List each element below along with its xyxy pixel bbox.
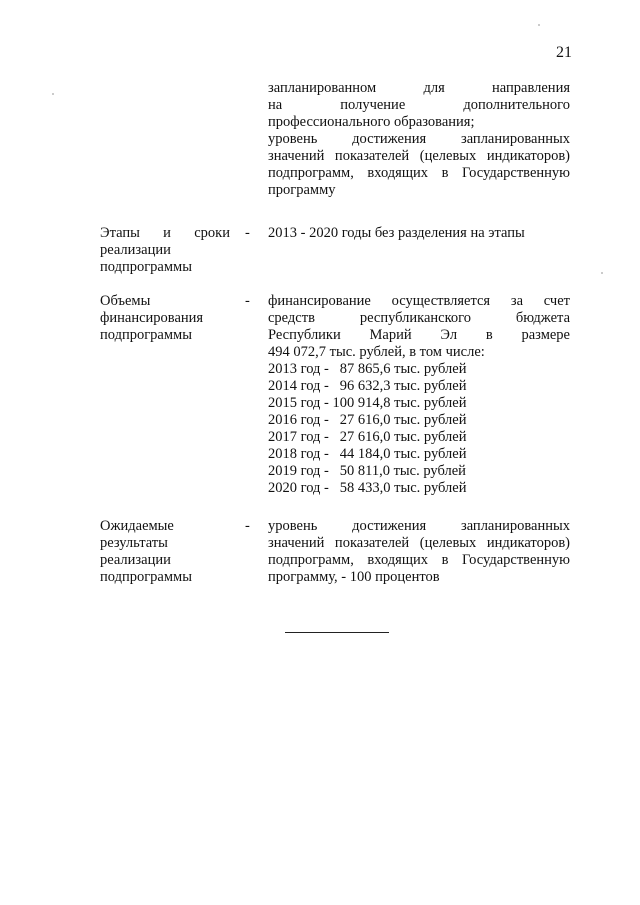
year-amount-line: 2015 год - 100 914,8 тыс. рублей	[268, 395, 467, 411]
label-line: результаты	[100, 535, 168, 551]
year-amount-line: 2020 год - 58 433,0 тыс. рублей	[268, 480, 467, 496]
year-amount-line: 2018 год - 44 184,0 тыс. рублей	[268, 446, 467, 462]
stages-value	[268, 225, 570, 242]
scan-speck	[601, 272, 603, 274]
value-line: уровень достижения запланированных	[268, 518, 570, 534]
continuation-line: на получение дополнительного	[268, 97, 570, 113]
label-line: подпрограммы	[100, 259, 192, 275]
continuation-line: значений показателей (целевых индикаторов)	[268, 148, 570, 164]
label-line: Ожидаемые	[100, 518, 174, 534]
year-amount-line: 2014 год - 96 632,3 тыс. рублей	[268, 378, 467, 394]
results-value	[268, 518, 570, 586]
funding-label	[100, 293, 230, 344]
page-number: 21	[556, 44, 572, 61]
funding-value	[268, 293, 570, 497]
year-amount-line: 2017 год - 27 616,0 тыс. рублей	[268, 429, 467, 445]
value-line: финансирование осуществляется за счет	[268, 293, 570, 309]
value-line: подпрограмм, входящих в Государственную	[268, 552, 570, 568]
label-line: реализации	[100, 242, 171, 258]
continuation-line: программу	[268, 182, 336, 198]
continuation-line: подпрограмм, входящих в Государственную	[268, 165, 570, 181]
label-line: подпрограммы	[100, 327, 192, 343]
value-line: значений показателей (целевых индикаторов)	[268, 535, 570, 551]
row-dash: -	[245, 225, 250, 241]
scan-speck	[52, 93, 54, 95]
label-line: подпрограммы	[100, 569, 192, 585]
value-line: 494 072,7 тыс. рублей, в том числе:	[268, 344, 485, 360]
continuation-text	[268, 80, 570, 199]
label-line: Этапы и сроки	[100, 225, 230, 241]
value-line: Республики Марий Эл в размере	[268, 327, 570, 343]
label-line: Объемы	[100, 293, 151, 309]
row-dash: -	[245, 293, 250, 309]
stages-label	[100, 225, 230, 276]
value-line: программу, - 100 процентов	[268, 569, 440, 585]
label-line: реализации	[100, 552, 171, 568]
continuation-line: запланированном для направления	[268, 80, 570, 96]
end-divider	[285, 632, 389, 633]
continuation-line: уровень достижения запланированных	[268, 131, 570, 147]
year-amount-line: 2013 год - 87 865,6 тыс. рублей	[268, 361, 467, 377]
results-label	[100, 518, 230, 586]
label-line: финансирования	[100, 310, 204, 326]
row-dash: -	[245, 518, 250, 534]
continuation-line: профессионального образования;	[268, 114, 475, 130]
scan-speck	[538, 24, 540, 26]
year-amount-line: 2016 год - 27 616,0 тыс. рублей	[268, 412, 467, 428]
value-line: средств республиканского бюджета	[268, 310, 570, 326]
value-line: 2013 - 2020 годы без разделения на этапы	[268, 225, 525, 241]
year-amount-line: 2019 год - 50 811,0 тыс. рублей	[268, 463, 466, 479]
